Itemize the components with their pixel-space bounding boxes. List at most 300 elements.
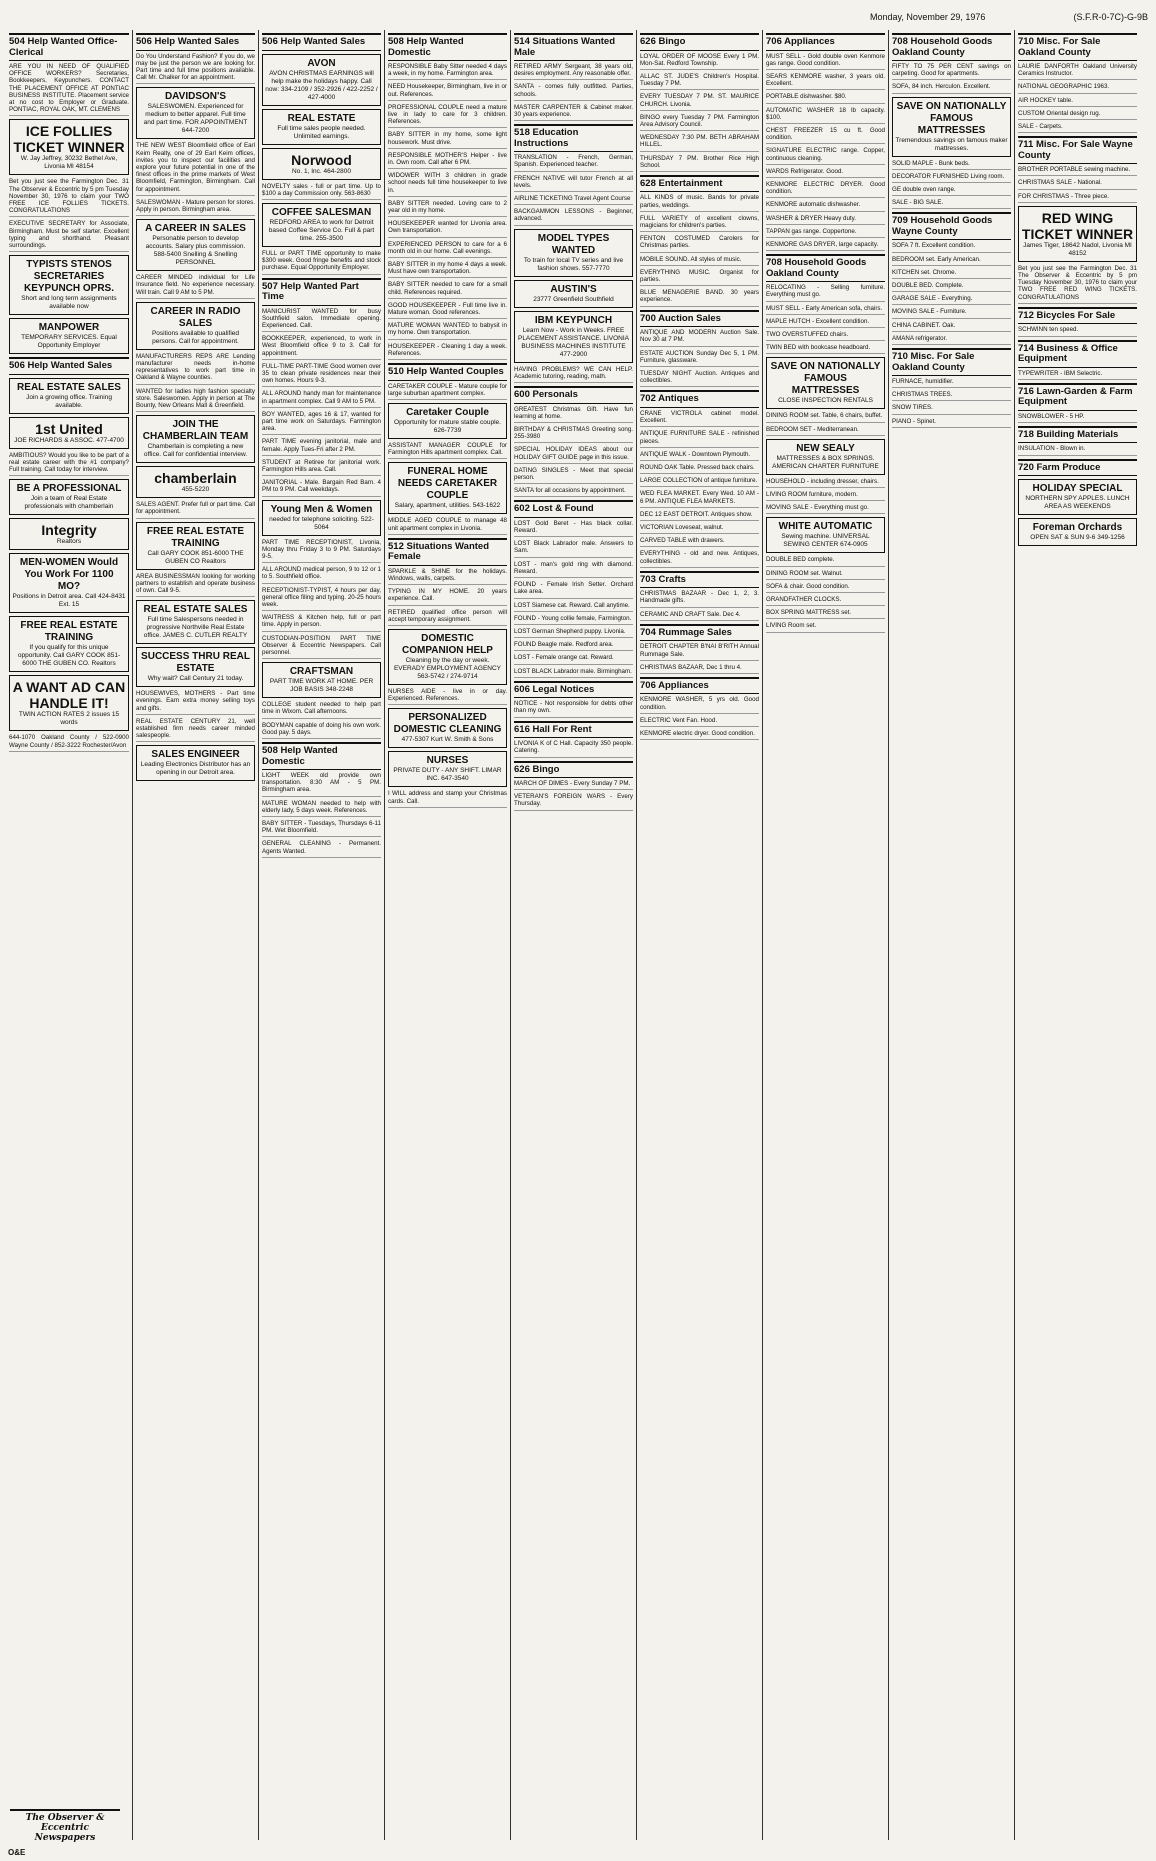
classified-ad: DATING SINGLES - Meet that special person. <box>514 467 633 484</box>
display-ad <box>514 311 633 363</box>
classified-ad: CUSTOM Oriental design rug. <box>1018 110 1137 120</box>
classified-ad: RETIRED ARMY Sergeant, 38 years old, desires employment. Any reasonable offer. <box>514 63 633 80</box>
classified-ad: THE NEW WEST Bloomfield office of Earl Keim Realty, one of 29 Earl Keim offices, invites you to inspect our facilities and explore your future potential in one of the finest offices in the prime markets of West Bloomfield, Farmington, Birmingham. Call for appointment. <box>136 142 255 195</box>
classified-ad: MAPLE HUTCH - Excellent condition. <box>766 318 885 328</box>
display-ad-body: Positions available to qualified persons. Call for appointment. <box>151 329 240 345</box>
classified-ad: LIVING ROOM furniture, modern. <box>766 491 885 501</box>
section-heading: 714 Business & Office Equipment <box>1018 340 1137 368</box>
classified-ad: BOX SPRING MATTRESS set. <box>766 609 885 619</box>
section-heading: 708 Household Goods Oakland County <box>892 33 1011 61</box>
display-ad-body: Join a team of Real Estate professionals with chamberlain <box>24 495 114 511</box>
display-ad-body: Personable person to develop accounts. Salary plus commission. 588-5400 Snelling & Snelling PERSONNEL <box>145 235 246 267</box>
classified-ad: JANITORIAL - Male. Bargain Red Barn. 4 PM to 9 PM. Call weekdays. <box>262 479 381 496</box>
classified-ad: LOST Siamese cat. Reward. Call anytime. <box>514 602 633 612</box>
display-ad-body: Short and long term assignments available now <box>21 295 117 311</box>
display-ad-body: TEMPORARY SERVICES. Equal Opportunity Employer <box>21 334 117 350</box>
display-ad <box>262 500 381 536</box>
classified-ad: LOST - Female orange cat. Reward. <box>514 654 633 664</box>
classified-ad: BLUE MENAGERIE BAND. 30 years experience. <box>640 289 759 306</box>
display-ad-headline: TYPISTS STENOS SECRETARIES KEYPUNCH OPRS. <box>23 259 114 295</box>
display-ad-headline: Integrity <box>41 522 97 539</box>
classified-ad: NOVELTY sales - full or part time. Up to $100 a day Commission only. 563-8630 <box>262 183 381 200</box>
display-ad <box>1018 479 1137 515</box>
classified-ad: AUTOMATIC WASHER 18 lb capacity. $100. <box>766 107 885 124</box>
display-ad <box>514 280 633 308</box>
classified-ad: SPECIAL HOLIDAY IDEAS about our HOLIDAY GIFT GUIDE page in this issue. <box>514 446 633 463</box>
display-ad-body: NORTHERN SPY APPLES. LUNCH AREA AS WEEKENDS <box>1025 495 1130 511</box>
classified-ad: ANTIQUE AND MODERN Auction Sale. Nov 30 at 7 PM. <box>640 329 759 346</box>
classified-ad: BINGO every Tuesday 7 PM. Farmington Area Advisory Council. <box>640 114 759 131</box>
classified-ad: SOFA & chair. Good condition. <box>766 583 885 593</box>
classified-ad: TYPEWRITER - IBM Selectric. <box>1018 370 1137 380</box>
display-ad-headline: 1st United <box>35 420 103 437</box>
display-ad-body: PART TIME WORK AT HOME. PER JOB BASIS 348-2248 <box>269 678 374 694</box>
classified-ad: PART TIME RECEPTIONIST, Livonia, Monday thru Friday 3 to 9 PM. Saturdays 9-5. <box>262 539 381 564</box>
classified-ad: AIRLINE TICKETING Travel Agent Course <box>514 195 633 205</box>
classified-ad: WARDS Refrigerator. Good. <box>766 168 885 178</box>
classified-ad: Do You Understand Fashion? If you do, we may be just the person we are looking for. Part time and full time positions available. Call Mr. Chalker for an appointment. <box>136 53 255 85</box>
classified-ad: TRANSLATION - French, German, Spanish. Experienced teacher. <box>514 154 633 171</box>
classified-ad: FULL-TIME PART-TIME Good women over 35 to clean private residences near their own homes. Hours 9-3. <box>262 363 381 388</box>
classified-ad: NOTICE - Not responsible for debts other than my own. <box>514 700 633 717</box>
display-ad-headline: A CAREER IN SALES <box>145 223 246 235</box>
classified-ad: WEDNESDAY 7:30 PM. BETH ABRAHAM HILLEL. <box>640 134 759 151</box>
classified-ad: BEDROOM SET - Mediterranean. <box>766 426 885 436</box>
display-ad-headline: FREE REAL ESTATE TRAINING <box>146 525 245 549</box>
classified-ad: PORTABLE dishwasher. $80. <box>766 93 885 103</box>
display-ad-headline: MANPOWER <box>38 322 100 334</box>
classified-ad: SALESWOMAN - Mature person for stores. Apply in person. Birmingham area. <box>136 199 255 216</box>
classified-ad: DOUBLE BED complete. <box>766 556 885 566</box>
display-ad <box>9 378 129 414</box>
classified-ad: CARETAKER COUPLE - Mature couple for large suburban apartment complex. <box>388 383 507 400</box>
display-ad <box>136 87 255 139</box>
display-ad-headline: Foreman Orchards <box>1032 522 1123 534</box>
display-ad <box>1018 518 1137 546</box>
display-ad-body: Learn Now - Work in Weeks. FREE PLACEMENT ASSISTANCE. LIVONIA BUSINESS MACHINES INSTITUTE 477-2900 <box>517 326 629 358</box>
display-ad-body: needed for telephone soliciting. 522-5064 <box>269 515 374 531</box>
classified-ad: CAREER MINDED individual for Life Insurance field. No experience necessary. Will train. Call 9 AM to 5 PM. <box>136 274 255 299</box>
display-ad-body: REDFORD AREA to work for Detroit based Coffee Service Co. Full & part time. 255-3500 <box>268 218 375 242</box>
classified-ad: DECORATOR FURNISHED Living room. <box>892 173 1011 183</box>
classified-ad: LIVONIA K of C Hall. Capacity 350 people. Catering. <box>514 740 633 757</box>
display-ad-headline: ICE FOLLIES TICKET WINNER <box>13 123 125 156</box>
display-ad <box>766 357 885 409</box>
section-code: (S.F.R-0-7C)-G-9B <box>1073 12 1148 22</box>
classified-ad: MARCH OF DIMES - Every Sunday 7 PM. <box>514 780 633 790</box>
display-ad-headline: MODEL TYPES WANTED <box>537 232 610 256</box>
section-heading: 506 Help Wanted Sales <box>262 33 381 51</box>
display-ad <box>514 229 633 277</box>
classified-ad: ALLAC ST. JUDE'S Children's Hospital. Tuesday 7 PM. <box>640 73 759 90</box>
classified-ad: MIDDLE AGED COUPLE to manage 48 unit apartment complex in Livonia. <box>388 517 507 534</box>
classified-ad: RELOCATING - Selling furniture. Everything must go. <box>766 284 885 301</box>
display-ad <box>388 462 507 514</box>
display-ad-headline: FUNERAL HOME NEEDS CARETAKER COUPLE <box>397 466 498 502</box>
classified-ad: BACKGAMMON LESSONS - Beginner, advanced. <box>514 208 633 225</box>
display-ad-body: Leading Electronics Distributor has an opening in our Detroit area. <box>140 761 251 777</box>
section-heading: 720 Farm Produce <box>1018 459 1137 477</box>
section-heading: 626 Bingo <box>514 761 633 779</box>
classified-ad: RETIRED qualified office person will accept temporary assignment. <box>388 609 507 626</box>
section-heading: 504 Help Wanted Office-Clerical <box>9 33 129 61</box>
classified-ad: TWIN BED with bookcase headboard. <box>766 344 885 354</box>
display-ad-headline: HOLIDAY SPECIAL <box>1032 483 1123 495</box>
display-ad <box>262 662 381 698</box>
classified-ad: BABY SITTER in my home 4 days a week. Must have own transportation. <box>388 261 507 278</box>
display-ad <box>9 417 129 449</box>
classified-ad: LAURIE DANFORTH Oakland University Ceramics Instructor. <box>1018 63 1137 80</box>
display-ad <box>9 616 129 672</box>
display-ad-body: Cleaning by the day or week. EVERADY EMPLOYMENT AGENCY 563-5742 / 274-9714 <box>393 657 502 681</box>
column-5 <box>510 30 636 1840</box>
classified-ad: FULL or PART TIME opportunity to make $300 week. Good fringe benefits and stock purchase. Equal Opportunity Employer. <box>262 250 381 275</box>
classified-columns <box>6 30 1150 1840</box>
classified-ad: MATURE WOMAN needed to help with elderly lady, 5 days week. References. <box>262 800 381 817</box>
display-ad <box>9 675 129 731</box>
display-ad <box>892 97 1011 157</box>
section-heading: 510 Help Wanted Couples <box>388 363 507 381</box>
display-ad-body: To train for local TV series and live fashion shows. 557-7770 <box>523 256 624 272</box>
classified-ad: TUESDAY NIGHT Auction. Antiques and collectibles. <box>640 370 759 387</box>
classified-ad: SANTA for all occasions by appointment. <box>514 487 633 497</box>
classified-ad: VICTORIAN Loveseat, walnut. <box>640 524 759 534</box>
display-ad-body: CLOSE INSPECTION RENTALS <box>778 397 873 405</box>
classified-ad: LOST Black Labrador male. Answers to Sam. <box>514 540 633 557</box>
display-ad-body: Chamberlain is completing a new office. Call for confidential interview. <box>143 443 248 459</box>
display-ad-body: 23777 Greenfield Southfield <box>533 295 614 303</box>
classified-ad: NURSES AIDE - live in or day. Experienced. References. <box>388 688 507 705</box>
display-ad-headline: SAVE ON NATIONALLY FAMOUS MATTRESSES <box>770 361 881 397</box>
classified-ad: GENERAL CLEANING - Permanent. Agents Wanted. <box>262 840 381 857</box>
classified-ad: ALL KINDS of music. Bands for private parties, weddings. <box>640 194 759 211</box>
display-ad-headline: DAVIDSON'S <box>164 91 227 103</box>
section-heading: 706 Appliances <box>766 33 885 51</box>
classified-ad: PIANO - Spinet. <box>892 418 1011 428</box>
classified-ad: SIGNATURE ELECTRIC range. Copper, continuous cleaning. <box>766 147 885 164</box>
display-ad-body: PRIVATE DUTY - ANY SHIFT. LIMAR INC. 647-3540 <box>393 767 502 783</box>
section-heading: 512 Situations Wanted Female <box>388 538 507 566</box>
display-ad <box>388 403 507 439</box>
classified-ad: HAVING PROBLEMS? WE CAN HELP. Academic tutoring, reading, math. <box>514 366 633 383</box>
display-ad-body: Join a growing office. Training available. <box>26 393 112 409</box>
classified-ad: I WILL address and stamp your Christmas cards. Call. <box>388 790 507 807</box>
display-ad-headline: SALES ENGINEER <box>151 749 240 761</box>
classified-ad: SALE - BIG SALE. <box>892 199 1011 209</box>
classified-ad: TAPPAN gas range. Coppertone. <box>766 228 885 238</box>
classified-ad: WAITRESS & Kitchen help, full or part time. Apply in person. <box>262 614 381 631</box>
classified-ad: Bet you just see the Farmington Dec. 31 The Observer & Eccentric by 5 pm Tuesday November 30, 1976 to claim your TWO FREE RED WING TICKETS. CONGRATULATIONS <box>1018 265 1137 304</box>
classified-ad: LIGHT WEEK old provide own transportation. 8:30 AM - 5 PM. Birmingham area. <box>262 772 381 797</box>
display-ad-headline: chamberlain <box>154 470 237 487</box>
classified-ad: CHRISTMAS BAZAAR, Dec 1 thru 4. <box>640 664 759 674</box>
display-ad <box>9 479 129 515</box>
display-ad-headline: NURSES <box>426 755 469 767</box>
classified-ad: BABY SITTER in my home, some light housework. Must drive. <box>388 131 507 148</box>
classified-ad: BIRTHDAY & CHRISTMAS Greeting song. 255-3980 <box>514 426 633 443</box>
classified-ad: CHINA CABINET. Oak. <box>892 322 1011 332</box>
column-1 <box>6 30 132 1840</box>
classified-ad: BROTHER PORTABLE sewing machine. <box>1018 166 1137 176</box>
column-7 <box>762 30 888 1840</box>
display-ad <box>136 647 255 687</box>
classified-ad: EVERYTHING MUSIC. Organist for parties. <box>640 269 759 286</box>
section-heading: 518 Education Instructions <box>514 124 633 152</box>
classified-ad: AMANA refrigerator. <box>892 335 1011 345</box>
section-heading: 708 Household Goods Oakland County <box>766 254 885 282</box>
classified-ad: DOUBLE BED. Complete. <box>892 282 1011 292</box>
classified-ad: LOST German Shepherd puppy. Livonia. <box>514 628 633 638</box>
display-ad <box>9 119 129 175</box>
classified-ad: DINING ROOM set. Table, 6 chairs, buffet. <box>766 412 885 422</box>
classified-ad: KENMORE GAS DRYER, large capacity. <box>766 241 885 251</box>
page-footer-code: O&E <box>8 1848 26 1857</box>
classified-ad: LARGE COLLECTION of antique furniture. <box>640 477 759 487</box>
classified-ad: WIDOWER WITH 3 children in grade school needs full time housekeeper to live in. <box>388 172 507 197</box>
display-ad-body: SALESWOMEN. Experienced for medium to better apparel. Full time and part time. FOR APPOINTMENT 644-7200 <box>143 103 248 135</box>
classified-ad: TWO OVERSTUFFED chairs. <box>766 331 885 341</box>
classified-ad: WANTED for ladies high fashion specialty store. Saleswomen. Apply in person at The Bounty, New Orleans Mall & Greenfield. <box>136 388 255 413</box>
classified-ad: FOR CHRISTMAS - Three piece. <box>1018 193 1137 203</box>
classified-ad: LOST BLACK Labrador male. Birmingham. <box>514 668 633 678</box>
classified-ad: AMBITIOUS? Would you like to be part of a real estate career with the #1 company? Full training. Call today for interview. <box>9 452 129 477</box>
display-ad-body: James Tiger, 18642 Nadol, Livonia MI 48152 <box>1023 241 1132 257</box>
section-heading: 508 Help Wanted Domestic <box>262 742 381 770</box>
classified-ad: HOUSEKEEPER wanted for Livonia area. Own transportation. <box>388 220 507 237</box>
display-ad-headline: BE A PROFESSIONAL <box>16 483 122 495</box>
classified-ad: EXECUTIVE SECRETARY for Associate, Birmingham. Must be self starter. Excellent typing and shorthand. Pleasant surroundings. <box>9 220 129 252</box>
publisher-logo: The Observer & Eccentric Newspapers <box>10 1809 120 1843</box>
classified-ad: CHEST FREEZER 15 cu ft. Good condition. <box>766 127 885 144</box>
display-ad-headline: WHITE AUTOMATIC <box>778 521 873 533</box>
display-ad-headline: CAREER IN RADIO SALES <box>150 305 241 329</box>
display-ad <box>9 318 129 354</box>
classified-ad: LOST Gold Beret - Has black collar. Reward. <box>514 520 633 537</box>
display-ad <box>9 255 129 315</box>
classified-ad: SALE - Carpets. <box>1018 123 1137 133</box>
classified-ad: GARAGE SALE - Everything. <box>892 295 1011 305</box>
display-ad <box>136 415 255 463</box>
classified-ad: GOOD HOUSEKEEPER - Full time live in. Mature woman. Good references. <box>388 302 507 319</box>
classified-ad: SALES AGENT. Prefer full or part time. Call for appointment. <box>136 501 255 518</box>
display-ad-headline: JOIN THE CHAMBERLAIN TEAM <box>142 419 249 443</box>
section-heading: 716 Lawn-Garden & Farm Equipment <box>1018 383 1137 411</box>
classified-ad: ALL AROUND handy man for maintenance in apartment complex. Call 9 AM to 5 PM. <box>262 390 381 407</box>
classified-ad: ALL AROUND medical person, 9 to 12 or 1 to 5. Southfield office. <box>262 566 381 583</box>
display-ad-body: Full time sales people needed. Unlimited earnings. <box>277 124 366 140</box>
classified-ad: PROFESSIONAL COUPLE need a mature live in lady to care for 3 children. References. <box>388 104 507 129</box>
classified-ad: NEED Housekeeper, Birmingham, live in or out. References. <box>388 83 507 100</box>
display-ad-body: Call GARY COOK 851-6000 THE GUBEN CO Realtors <box>147 549 244 565</box>
display-ad <box>262 54 381 106</box>
display-ad <box>388 708 507 748</box>
classified-ad: MANUFACTURERS REPS ARE Lending manufacturer needs in-home representatives to work part time in Oakland & Wayne counties. <box>136 353 255 385</box>
column-8 <box>888 30 1014 1840</box>
classified-ad: EXPERIENCED PERSON to care for a 6 month old in our home. Call evenings. <box>388 241 507 258</box>
display-ad-body: 477-5307 Kurt W. Smith & Sons <box>401 736 494 744</box>
column-4 <box>384 30 510 1840</box>
classified-ad: CHRISTMAS BAZAAR - Dec 1, 2, 3. Handmade gifts. <box>640 590 759 607</box>
classified-ad: SOFA, 84 inch. Herculon. Excellent. <box>892 83 1011 93</box>
classified-ad: AREA BUSINESSMAN looking for working partners to establish and operate business of own. Call 9-5. <box>136 573 255 598</box>
display-ad <box>262 109 381 145</box>
classified-ad: CERAMIC AND CRAFT Sale. Dec 4. <box>640 611 759 621</box>
display-ad-headline: NEW SEALY <box>796 442 855 454</box>
classified-ad: SCHWINN ten speed. <box>1018 326 1137 336</box>
display-ad <box>766 439 885 475</box>
classified-ad: CUSTODIAN-POSITION PART TIME Observer & Eccentric Newspapers. Call personnel. <box>262 635 381 660</box>
classified-ad: RECEPTIONIST-TYPIST, 4 hours per day, general office filing and typing. 20-25 hours week. <box>262 587 381 612</box>
section-heading: 506 Help Wanted Sales <box>136 33 255 51</box>
display-ad-body: If you qualify for this unique opportunity. Call GARY COOK 851-6000 THE GUBEN CO. Realtors <box>17 644 121 668</box>
display-ad <box>136 522 255 570</box>
classified-ad: HOUSEHOLD - including dresser, chairs. <box>766 478 885 488</box>
display-ad <box>388 751 507 787</box>
classified-ad: Bet you just see the Farmington Dec. 31 The Observer & Eccentric by 5 pm Tuesday November 30, 1976 to claim your TWO FREE ICE FOLLIES TICKETS. CONGRATULATIONS <box>9 178 129 217</box>
classified-ad: NATIONAL GEOGRAPHIC 1963. <box>1018 83 1137 93</box>
display-ad-body: Tremendous savings on famous maker mattresses. <box>895 136 1008 152</box>
display-ad-headline: A WANT AD CAN HANDLE IT! <box>12 679 126 712</box>
section-heading: 602 Lost & Found <box>514 500 633 518</box>
display-ad <box>9 553 129 613</box>
issue-date: Monday, November 29, 1976 <box>870 12 986 22</box>
classified-ad: SNOW TIRES. <box>892 404 1011 414</box>
display-ad <box>262 148 381 180</box>
display-ad-body: Opportunity for mature stable couple. 626-7739 <box>394 419 501 434</box>
display-ad-headline: FREE REAL ESTATE TRAINING <box>20 620 118 644</box>
classified-ad: COLLEGE student needed to help part time in Wixom. Call afternoons. <box>262 701 381 718</box>
classified-ad: KENMORE electric dryer. Good condition. <box>640 730 759 740</box>
section-heading: 709 Household Goods Wayne County <box>892 212 1011 240</box>
display-ad <box>1018 206 1137 262</box>
classified-ad: DETROIT CHAPTER B'NAI B'RITH Annual Rummage Sale. <box>640 643 759 660</box>
classified-ad: BABY SITTER needed. Loving care to 2 year old in my home. <box>388 200 507 217</box>
display-ad-headline: REAL ESTATE <box>287 112 356 124</box>
classified-ad: MOVING SALE - Everything must go. <box>766 504 885 514</box>
classified-ad: ASSISTANT MANAGER COUPLE for Farmington Hills apartment complex. Call. <box>388 442 507 459</box>
section-heading: 626 Bingo <box>640 33 759 51</box>
display-ad-body: AVON CHRISTMAS EARNINGS will help make the holidays happy. Call now: 334-2109 / 352-2926 / 422-2252 / 427-4000 <box>265 69 378 101</box>
classified-ad: THURSDAY 7 PM. Brother Rice High School. <box>640 155 759 172</box>
classified-ad: BODYMAN capable of doing his own work. Good pay. 5 days. <box>262 722 381 739</box>
column-2 <box>132 30 258 1840</box>
classified-ad: ROUND OAK Table. Pressed back chairs. <box>640 464 759 474</box>
display-ad-headline: AUSTIN'S <box>550 283 597 295</box>
section-heading: 704 Rummage Sales <box>640 624 759 642</box>
section-heading: 702 Antiques <box>640 390 759 408</box>
section-heading: 514 Situations Wanted Male <box>514 33 633 61</box>
classified-ad: CHRISTMAS SALE - National. <box>1018 179 1137 189</box>
display-ad-body: Positions in Detroit area. Call 424-8431 Ext. 15 <box>12 593 126 609</box>
classified-ad: FENTON COSTUMED Carolers for Christmas parties. <box>640 235 759 252</box>
classified-ad: BABY SITTER needed to care for a small child. References required. <box>388 281 507 298</box>
display-ad-headline: COFFEE SALESMAN <box>271 206 372 218</box>
section-heading: 700 Auction Sales <box>640 310 759 328</box>
classified-ad: ESTATE AUCTION Sunday Dec 5, 1 PM. Furniture, glassware. <box>640 350 759 367</box>
classified-ad: RESPONSIBLE MOTHER'S Helper - live in. Own room. Call after 6 PM. <box>388 152 507 169</box>
column-6 <box>636 30 762 1840</box>
classified-ad: KENMORE WASHER, 5 yrs old. Good condition. <box>640 696 759 713</box>
classified-ad: MUST SELL - Early American sofa, chairs. <box>766 305 885 315</box>
classified-ad: SEARS KENMORE washer, 3 years old. Excellent. <box>766 73 885 90</box>
classified-ad: BOY WANTED, ages 16 & 17, wanted for part time work on Saturdays. Farmington area. <box>262 411 381 436</box>
display-ad-body: Why wait? Call Century 21 today. <box>147 675 244 683</box>
classified-ad: SPARKLE & SHINE for the holidays. Windows, walls, carpets. <box>388 568 507 585</box>
section-heading: 718 Building Materials <box>1018 426 1137 444</box>
classified-ad: FOUND Beagle male. Redford area. <box>514 641 633 651</box>
classified-ad: HOUSEWIVES, MOTHERS - Part time evenings. Earn extra money selling toys and gifts. <box>136 690 255 715</box>
classified-ad: HOUSEKEEPER - Cleaning 1 day a week. References. <box>388 343 507 360</box>
classified-ad: FRENCH NATIVE will tutor French at all levels. <box>514 175 633 192</box>
classified-ad: GE double oven range. <box>892 186 1011 196</box>
section-heading: 706 Appliances <box>640 677 759 695</box>
display-ad-body: MATTRESSES & BOX SPRINGS. AMERICAN CHARTER FURNITURE <box>772 454 879 470</box>
section-heading: 703 Crafts <box>640 571 759 589</box>
classified-ad: INSULATION - Blown in. <box>1018 445 1137 455</box>
display-ad-body: JOE RICHARDS & ASSOC. 477-4700 <box>14 436 124 444</box>
classified-ad: LOST - man's gold ring with diamond. Reward. <box>514 561 633 578</box>
classified-ad: AIR HOCKEY table. <box>1018 97 1137 107</box>
section-heading: 712 Bicycles For Sale <box>1018 307 1137 325</box>
classified-ad: KENMORE automatic dishwasher. <box>766 201 885 211</box>
classified-ad: CRANE VICTROLA cabinet model. Excellent. <box>640 410 759 427</box>
display-ad-body: Realtors <box>56 538 82 546</box>
classified-ad: MATURE WOMAN WANTED to babysit in my home. Own transportation. <box>388 322 507 339</box>
display-ad-body: Salary, apartment, utilities. 543-1622 <box>394 502 501 510</box>
classified-ad: FOUND - Young collie female, Farmington. <box>514 615 633 625</box>
display-ad-body: No. 1, Inc. 464-2800 <box>292 167 351 175</box>
section-heading: 711 Misc. For Sale Wayne County <box>1018 136 1137 164</box>
classified-ad: PART TIME evening janitorial, male and female. Apply Tues-Fri after 2 PM. <box>262 438 381 455</box>
masthead <box>870 12 1148 26</box>
section-heading: 628 Entertainment <box>640 175 759 193</box>
classified-ad: ELECTRIC Vent Fan. Hood. <box>640 717 759 727</box>
display-ad-body: Sewing machine. UNIVERSAL SEWING CENTER 674-0905 <box>781 533 870 549</box>
classified-ad: STUDENT at Retiree for janitorial work. Farmington Hills area. Call. <box>262 459 381 476</box>
display-ad-headline: Norwood <box>291 151 352 168</box>
section-heading: 710 Misc. For Sale Oakland County <box>892 348 1011 376</box>
section-heading: 606 Legal Notices <box>514 681 633 699</box>
classified-ad: ANTIQUE FURNITURE SALE - refinished pieces. <box>640 430 759 447</box>
display-ad-headline: MEN-WOMEN Would You Work For 1100 MO? <box>19 557 119 593</box>
classified-ad: FURNACE, humidifier. <box>892 378 1011 388</box>
display-ad-headline: Caretaker Couple <box>406 407 489 418</box>
classified-ad: GREATEST Christmas Gift. Have fun learning at home. <box>514 406 633 423</box>
display-ad-headline: AVON <box>307 57 336 69</box>
section-heading: 508 Help Wanted Domestic <box>388 33 507 61</box>
section-heading: 507 Help Wanted Part Time <box>262 278 381 306</box>
display-ad <box>136 466 255 498</box>
classified-ad: ARE YOU IN NEED OF QUALIFIED OFFICE WORKERS? Secretaries, Bookkeepers, Keypunchers. CONTACT THE PLACEMENT OFFICE AT PONTIAC BUSINESS INSTITUTE. Placement service at no cost to Employer or Graduate. PONTIAC, ROYAL OAK, MT. CLEMENS <box>9 63 129 116</box>
display-ad-headline: CRAFTSMAN <box>289 666 354 678</box>
display-ad-body: Full time Salespersons needed in progressive Northville Real Estate office. JAMES C. CUTLER REALTY <box>143 616 248 640</box>
display-ad-headline: REAL ESTATE SALES <box>17 381 121 393</box>
display-ad-body: OPEN SAT & SUN 9-6 349-1256 <box>1030 534 1125 542</box>
classified-ad: DINING ROOM set. Walnut. <box>766 570 885 580</box>
display-ad <box>9 518 129 550</box>
display-ad <box>766 517 885 553</box>
classified-ad: RESPONSIBLE Baby Sitter needed 4 days a week, in my home. Farmington area. <box>388 63 507 80</box>
classified-ad: MOBILE SOUND. All styles of music. <box>640 256 759 266</box>
classified-ad: MANICURIST WANTED for busy Southfield salon. Immediate opening. Experienced. Call. <box>262 308 381 333</box>
section-heading: 710 Misc. For Sale Oakland County <box>1018 33 1137 61</box>
classified-ad: BEDROOM set. Early American. <box>892 256 1011 266</box>
display-ad <box>262 203 381 247</box>
classified-ad: BOOKKEEPER, experienced, to work in West Bloomfield office 9 to 3. Call for appointment. <box>262 335 381 360</box>
section-heading: 600 Personals <box>514 386 633 404</box>
classified-ad: MUST SELL - Gold double oven Kenmore gas range. Good condition. <box>766 53 885 70</box>
classified-ad: EVERY TUESDAY 7 PM. ST. MAURICE CHURCH. Livonia. <box>640 93 759 110</box>
